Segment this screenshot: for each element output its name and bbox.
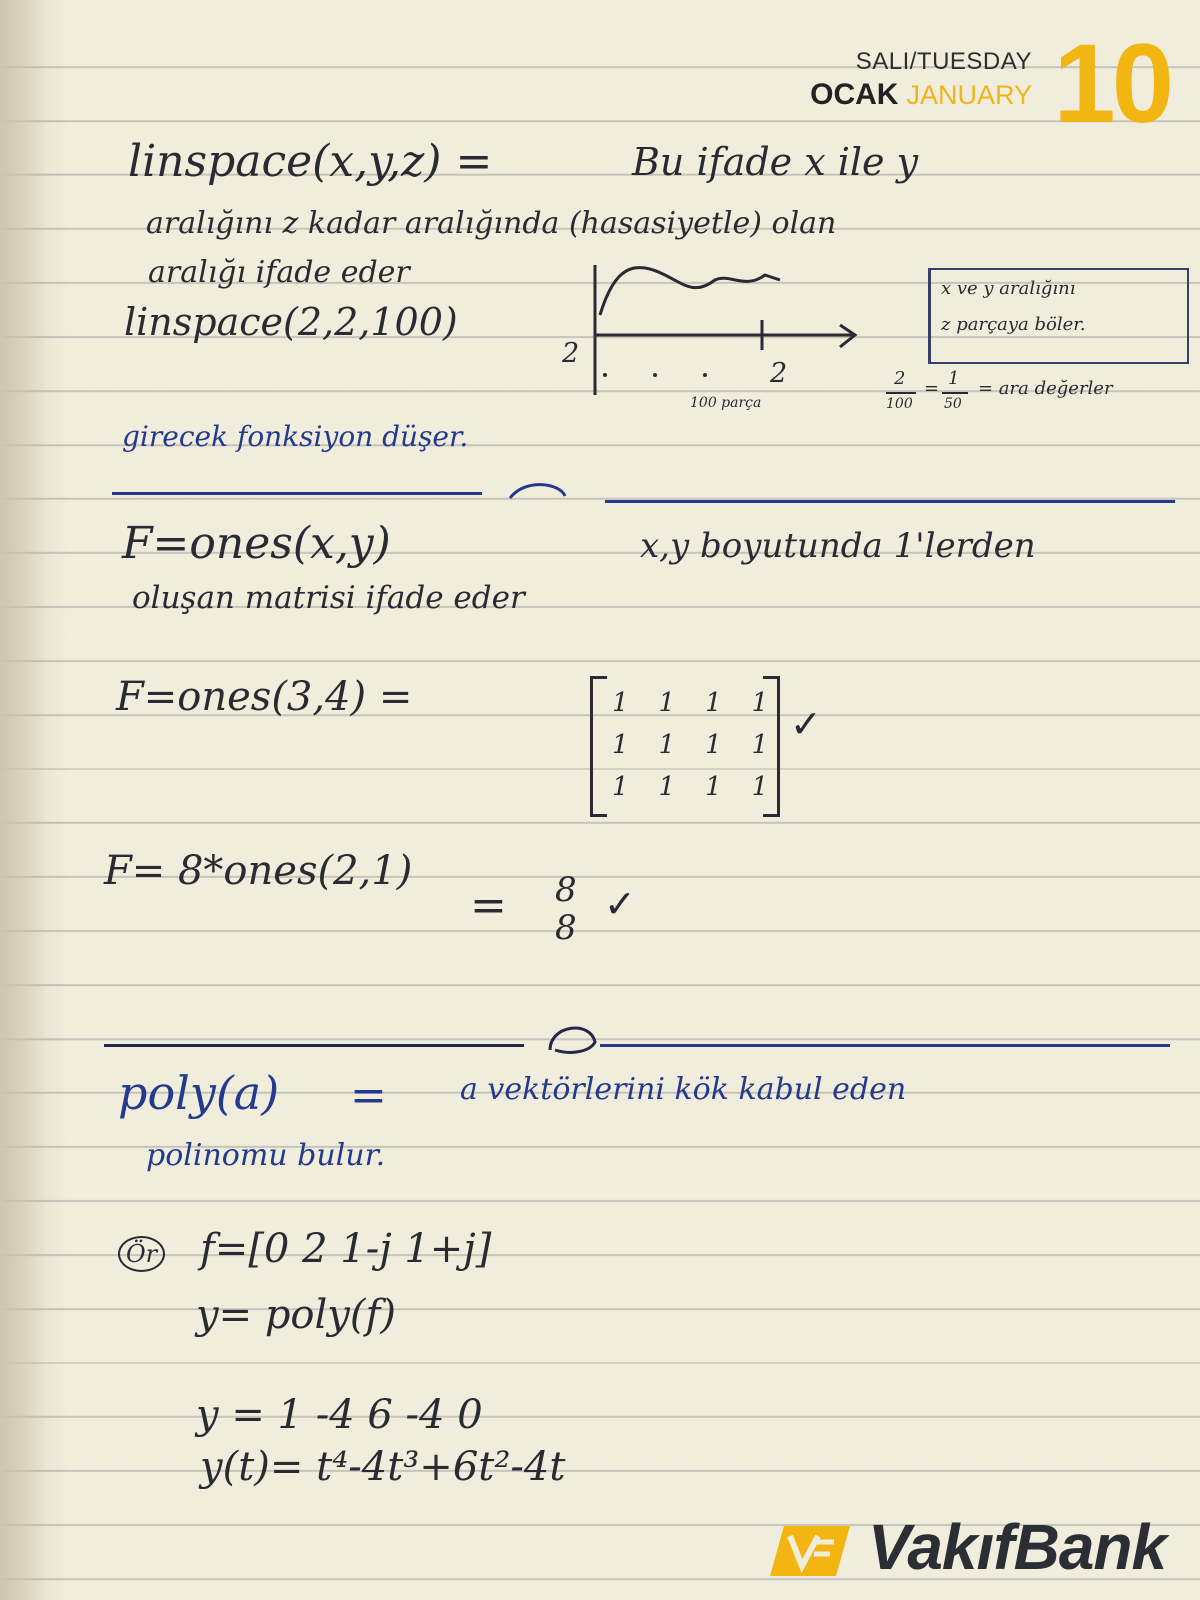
linspace-description-4: girecek fonksiyon düşer. (122, 420, 469, 453)
linspace-function: linspace(x,y,z) = (128, 136, 493, 187)
fraction-suffix: = ara değerler (978, 378, 1113, 399)
graph-under-label: 100 parça (690, 395, 762, 411)
poly-example-f: f=[0 2 1-j 1+j] (200, 1226, 492, 1272)
section-divider (104, 1044, 524, 1047)
matrix-cell: 1 (658, 730, 676, 760)
matrix-row (612, 766, 768, 808)
linspace-graph (555, 255, 875, 415)
section-divider (112, 492, 482, 495)
matrix-cell: 1 (705, 688, 722, 718)
poly-equals: = (350, 1070, 387, 1121)
day-number: 10 (1053, 21, 1170, 146)
brand-name: VakıfBank (868, 1511, 1167, 1583)
matrix-left-bracket (590, 676, 607, 817)
ones-example-1: F=ones(3,4) = (116, 674, 413, 720)
poly-result-coefficients: y = 1 -4 6 -4 0 (196, 1392, 483, 1438)
linspace-description-2: aralığını z kadar aralığında (hasasiyetle) olan (146, 206, 837, 241)
section-divider (605, 500, 1175, 503)
month-tr: OCAK (810, 78, 899, 111)
divider-swirl (540, 1020, 630, 1060)
fraction-num-1: 2 (894, 368, 906, 389)
fraction-num-2: 1 (948, 368, 960, 389)
fraction-den-2: 50 (944, 396, 962, 412)
linspace-description-1: Bu ifade x ile y (632, 140, 919, 184)
matrix-cell: 1 (751, 688, 769, 718)
matrix-cell: 1 (612, 730, 629, 760)
ones-example-2: F= 8*ones(2,1) (104, 848, 413, 894)
note-box (928, 268, 1189, 364)
month-label (810, 78, 1032, 112)
matrix-row (612, 682, 768, 724)
vakifbank-brand (770, 1508, 1190, 1588)
matrix-row (612, 724, 768, 766)
graph-dot (703, 373, 707, 377)
check-mark-icon: ✓ (604, 882, 636, 926)
matrix-cell: 1 (612, 688, 629, 718)
binding-shadow (0, 0, 48, 1600)
matrix-right-bracket (763, 676, 780, 817)
linspace-description-3: aralığı ifade eder (148, 255, 410, 290)
matrix-cell: 1 (612, 772, 629, 802)
ones-matrix (590, 676, 780, 811)
section-divider (600, 1044, 1170, 1047)
fraction-bar-1 (886, 392, 916, 394)
ones-result-2: 8 (555, 908, 577, 948)
matrix-cell: 1 (658, 772, 676, 802)
fraction-den-1: 100 (886, 396, 913, 412)
linspace-example: linspace(2,2,100) (124, 300, 458, 344)
example-label-icon: Ör (118, 1236, 165, 1272)
graph-y-label: 2 (562, 338, 580, 369)
ones-description-2: oluşan matrisi ifade eder (132, 580, 525, 616)
ones-description-1: x,y boyutunda 1'lerden (640, 526, 1036, 566)
matrix-cell: 1 (705, 772, 722, 802)
fraction-bar-2 (942, 392, 968, 394)
ones-result-1: 8 (555, 870, 577, 910)
graph-dot (603, 373, 607, 377)
graph-x-label: 2 (770, 358, 788, 389)
poly-description-1: a vektörlerini kök kabul eden (460, 1072, 907, 1107)
divider-swirl (505, 478, 575, 508)
check-mark-icon: ✓ (790, 702, 822, 746)
matrix-rows (612, 682, 768, 808)
graph-dot (653, 373, 657, 377)
poly-description-2: polinomu bulur. (146, 1138, 386, 1173)
graph-curve (600, 268, 780, 315)
poly-function: poly(a) (118, 1066, 280, 1120)
vakifbank-logo-icon (770, 1522, 850, 1580)
month-en: JANUARY (906, 80, 1032, 110)
note-box-line-1: x ve y aralığını (941, 278, 1076, 299)
fraction-equals: = (924, 378, 940, 399)
note-box-line-2: z parçaya böler. (941, 314, 1086, 335)
matrix-cell: 1 (751, 730, 769, 760)
poly-result-polynomial: y(t)= t⁴-4t³+6t²-4t (200, 1444, 566, 1490)
ones-function: F=ones(x,y) (122, 518, 391, 569)
ones-result-equals: = (470, 880, 507, 931)
matrix-cell: 1 (751, 772, 769, 802)
matrix-cell: 1 (658, 688, 676, 718)
matrix-cell: 1 (705, 730, 722, 760)
graph-x-axis (595, 325, 855, 347)
poly-example-y: y= poly(f) (196, 1292, 396, 1338)
day-name: SALI/TUESDAY (855, 48, 1032, 75)
fraction-note (886, 368, 1186, 428)
